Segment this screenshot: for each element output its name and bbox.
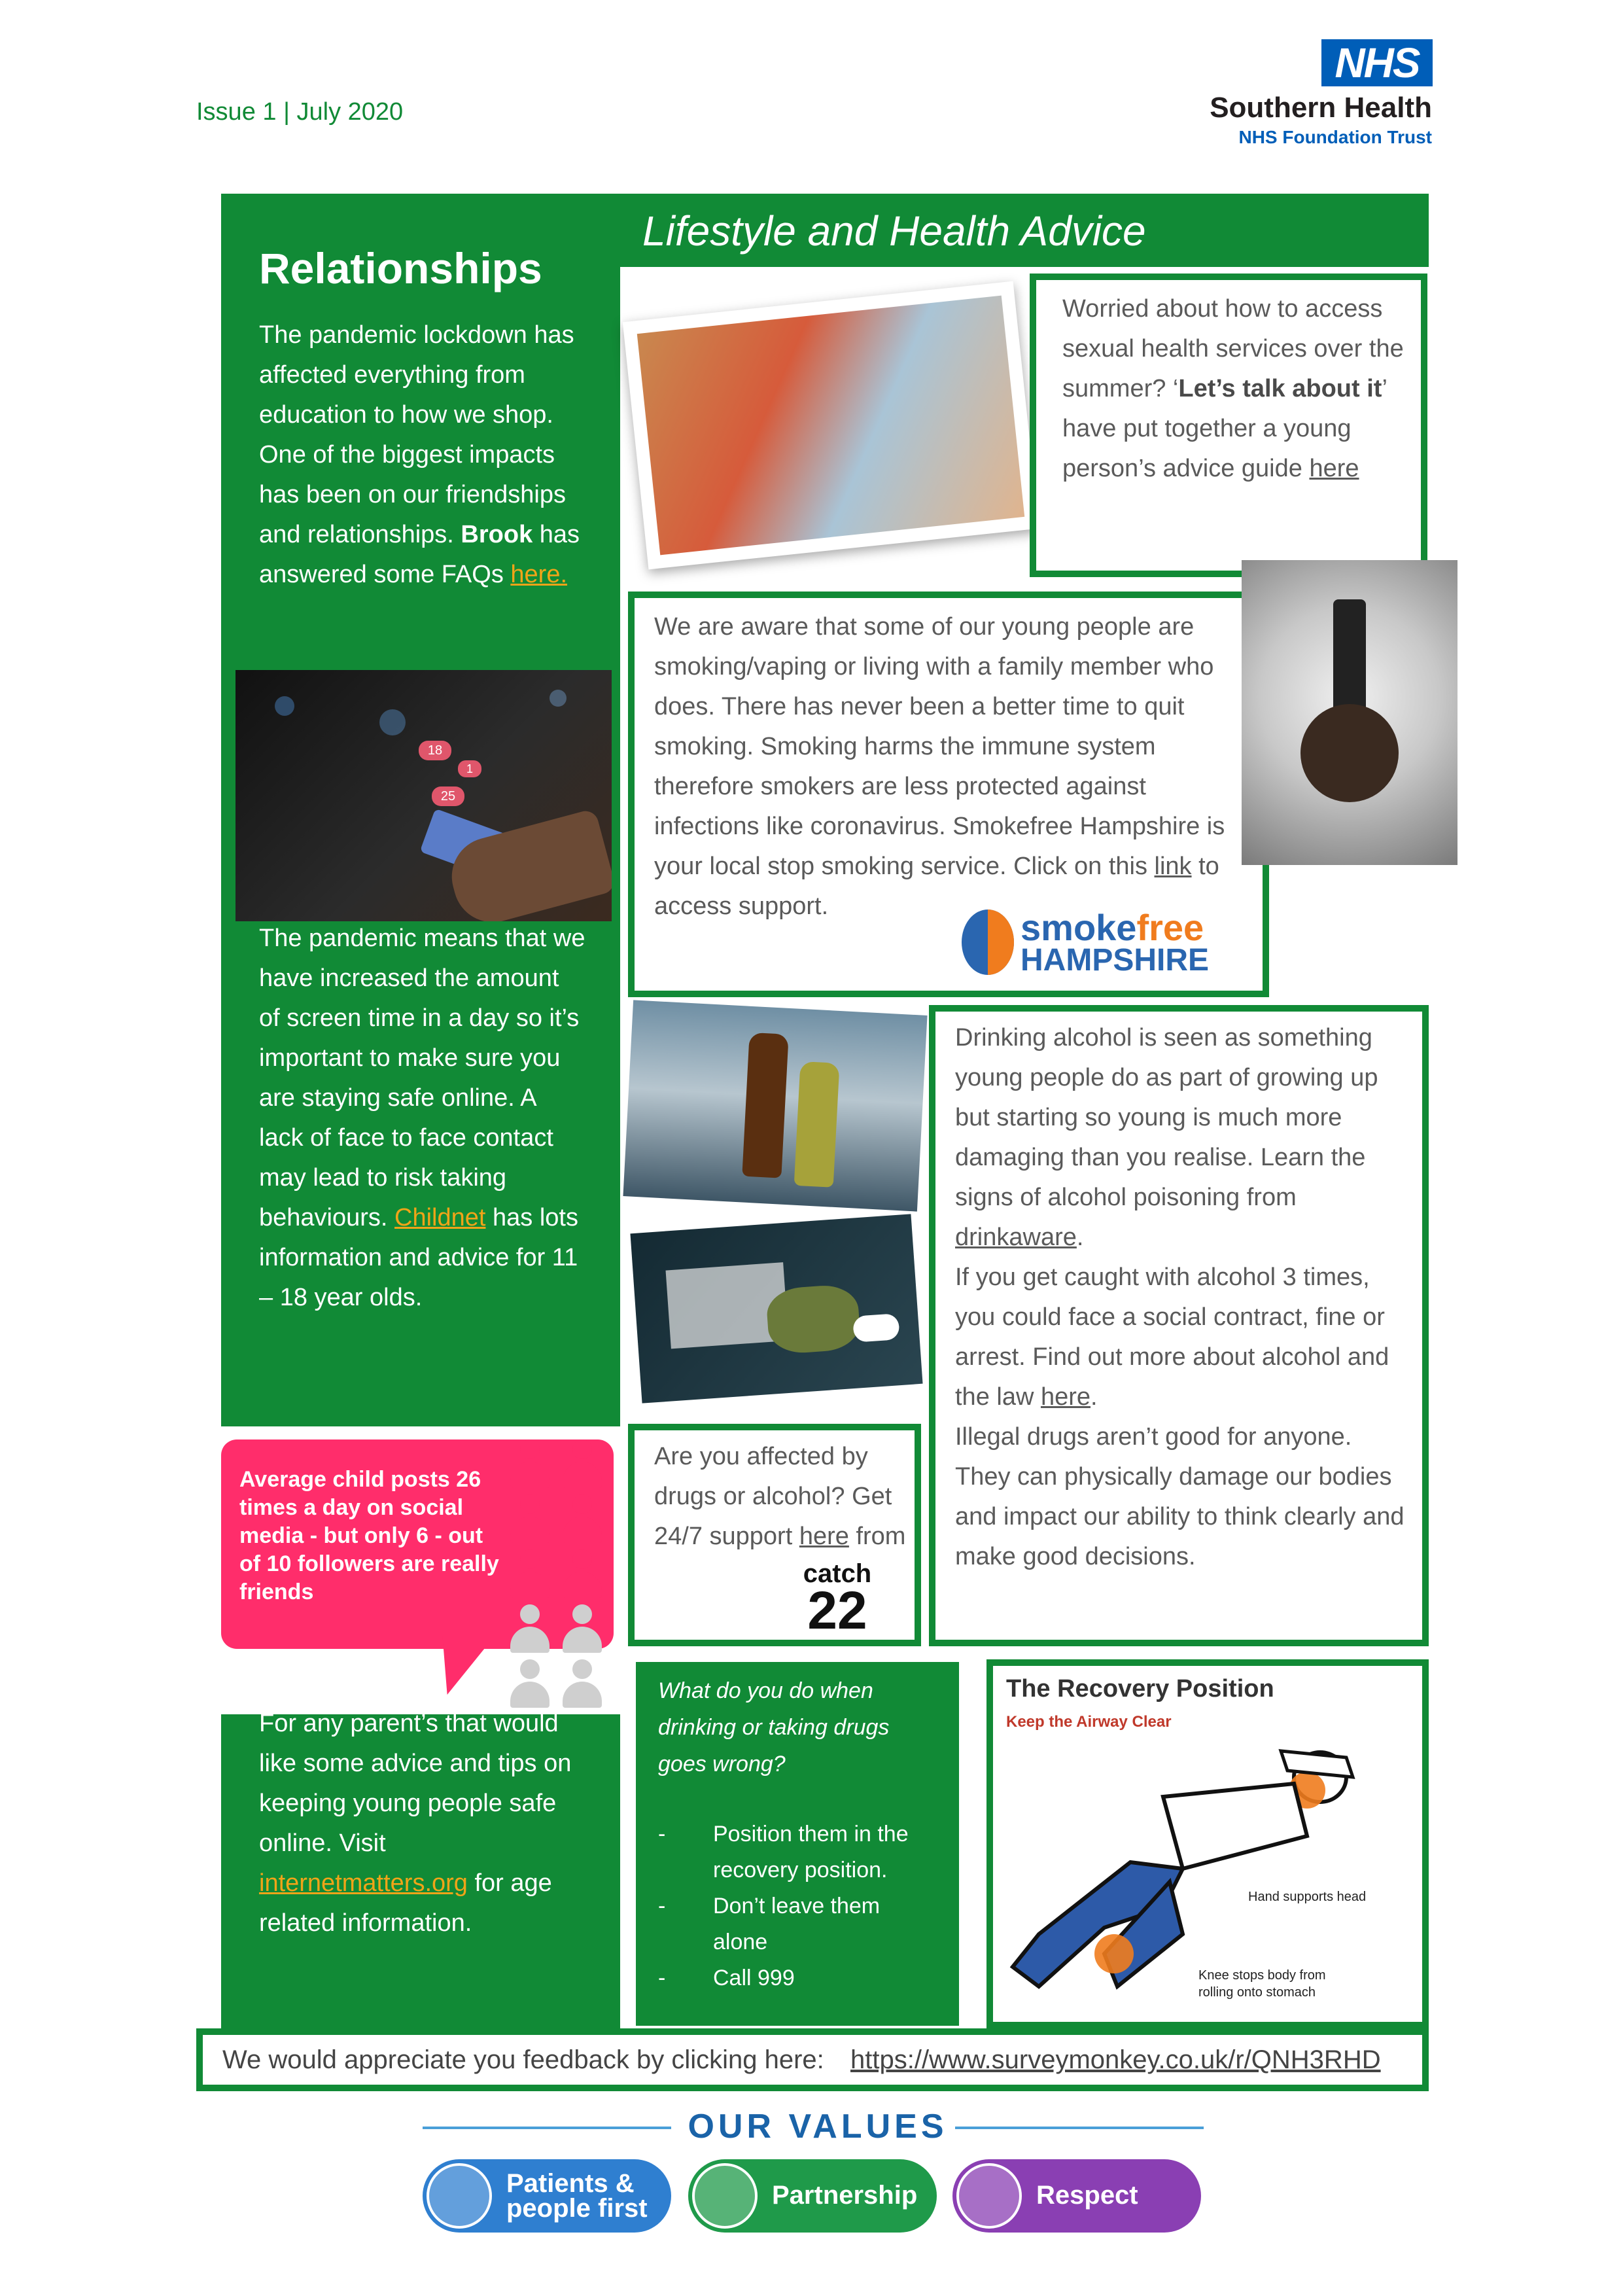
smoking-text [654, 607, 1243, 927]
survey-link[interactable]: https://www.surveymonkey.co.uk/r/QNH3RHD [850, 2045, 1381, 2074]
alcohol-law-body: If you get caught with alcohol 3 times, you could face a social contract, fine or arrest. Find out more about alcohol and the law [955, 1263, 1389, 1411]
catch22-logo-word: catch [803, 1559, 872, 1588]
recovery-position-box [986, 1659, 1429, 2028]
screen-time-body: The pandemic means that we have increased the amount of screen time in a day so it’s important to make sure you are staying safe online. A lack of face to face contact may lead to risk taking behaviours. [259, 925, 585, 1231]
alcohol-box [929, 1005, 1429, 1646]
drinkaware-link[interactable]: drinkaware [955, 1224, 1077, 1251]
smokefree-logo-smoke: smoke [1021, 907, 1137, 948]
smokefree-logo-free: free [1136, 907, 1204, 948]
notification-badge: 25 [432, 786, 464, 806]
recovery-subtitle: Keep the Airway Clear [1006, 1713, 1172, 1731]
smoking-link[interactable]: link [1154, 853, 1192, 880]
drugs-photo [630, 1214, 922, 1403]
emergency-list-text: Don’t leave them alone [713, 1894, 881, 1954]
value-label: Respect [1036, 2181, 1138, 2210]
beer-photo [623, 1000, 927, 1211]
pills [852, 1313, 900, 1343]
nhs-logo: NHS [1321, 39, 1433, 86]
lifestyle-heading-bar [620, 194, 1429, 267]
vape-photo [1242, 560, 1457, 865]
notification-badge: 1 [458, 760, 481, 777]
lifestyle-heading: Lifestyle and Health Advice [642, 207, 1146, 255]
phone-photo [236, 670, 612, 921]
stat-callout-text: Average child posts 26 times a day on social media - but only 6 - out of 10 followers are really friends [239, 1467, 499, 1604]
drugs-support-text [654, 1437, 909, 1557]
sexual-health-box [1030, 274, 1427, 577]
sexual-health-body-2: ’ have put together a young person’s advice guide [1062, 375, 1387, 482]
catch22-logo-number: 22 [807, 1581, 867, 1640]
emergency-list-item [658, 1816, 939, 1888]
cannabis [765, 1283, 862, 1355]
parents-text [259, 1704, 593, 1943]
drugs-support-body-2: from [856, 1523, 906, 1550]
emergency-question: What do you do when drinking or taking drugs goes wrong? [658, 1678, 890, 1776]
parents-body-2: for age related information. [259, 1869, 552, 1937]
emergency-list-text: Call 999 [713, 1966, 795, 1990]
value-patients-people-first [423, 2159, 671, 2233]
emergency-list [658, 1816, 939, 1996]
bullet-dash: - [658, 1894, 666, 1918]
intro-text: The pandemic lockdown has affected everything from education to how we shop. One of the biggest impacts has been on our friendships and relationships. [259, 321, 574, 548]
person-icon [510, 1494, 550, 1544]
screen-time-body-2: has lots information and advice for 11 – 18 year olds. [259, 1204, 578, 1311]
people-icon [427, 2163, 492, 2229]
handshake-icon [956, 2163, 1022, 2229]
person-icon [563, 1549, 602, 1599]
smokefree-logo-icon [962, 910, 1014, 975]
person-icon [563, 1604, 602, 1654]
bokeh-light [275, 696, 294, 716]
sexual-health-text [1062, 289, 1416, 489]
value-label: Patients & people first [506, 2169, 648, 2223]
feedback-text: We would appreciate you feedback by clicking here: [222, 2045, 824, 2074]
bokeh-light [550, 690, 567, 707]
alcohol-body: Drinking alcohol is seen as something young people do as part of growing up but starting so young is much more damaging than you realise. Learn the signs of alcohol poisoning from [955, 1024, 1378, 1211]
hand [1300, 704, 1399, 802]
sexual-health-link[interactable]: here [1309, 455, 1359, 482]
person-icon [563, 1659, 602, 1709]
brook-name: Brook [461, 521, 533, 548]
couple-photo-frame [623, 281, 1039, 570]
value-respect [952, 2159, 1201, 2233]
catch22-link[interactable]: here [799, 1523, 849, 1550]
puzzle-icon [692, 2163, 758, 2229]
values-divider-right [955, 2127, 1204, 2129]
bokeh-light [379, 709, 406, 735]
issue-date: Issue 1 | July 2020 [196, 98, 404, 126]
emergency-box [636, 1662, 959, 2026]
person-icon [510, 1439, 550, 1489]
drugs-body: Illegal drugs aren’t good for anyone. They can physically damage our bodies and impact our ability to think clearly and make good decisions. [955, 1423, 1405, 1570]
recovery-note-head: Hand supports head [1248, 1890, 1367, 1904]
recovery-title: The Recovery Position [1006, 1675, 1274, 1703]
org-name: Southern Health [1210, 92, 1432, 124]
value-label: Partnership [772, 2181, 918, 2210]
drugs-support-box [628, 1424, 921, 1646]
person-icon [510, 1549, 550, 1599]
emergency-list-item [658, 1960, 939, 1996]
catch22-logo [798, 1559, 877, 1640]
relationships-intro [259, 315, 586, 595]
person-icon [510, 1604, 550, 1654]
bottle [794, 1061, 840, 1188]
screen-time-text [259, 919, 586, 1318]
drugs-support-body: Are you affected by drugs or alcohol? Get 24/7 support [654, 1443, 892, 1550]
org-trust: NHS Foundation Trust [1238, 127, 1432, 147]
person-icon [563, 1494, 602, 1544]
smokefree-logo-hampshire: HAMPSHIRE [1021, 943, 1210, 978]
internetmatters-link[interactable]: internetmatters.org [259, 1869, 468, 1897]
smoking-body-2: to access support. [654, 853, 1219, 920]
alcohol-text: Drinking alcohol is seen as something young people do as part of growing up but starting so young is much more damaging than you realise. Learn the signs of alcohol poisoning from drinkaware. If you get caught with alcohol 3 times, you could face a social contract, fine or arrest. Find out more about alcohol and the law here. Illegal drugs aren’t good for anyone. They can physically damage our bodies and impact our ability to think clearly and make good decisions. [955, 1024, 1405, 1570]
bullet-dash: - [658, 1966, 666, 1990]
value-partnership [688, 2159, 937, 2233]
lets-talk-bold: Let’s talk about it [1178, 375, 1382, 402]
bottle [742, 1033, 788, 1178]
notification-badge: 18 [419, 741, 451, 760]
values-title: OUR VALUES [688, 2108, 948, 2146]
smoking-box [628, 592, 1269, 997]
alcohol-law-link[interactable]: here [1040, 1383, 1091, 1411]
brook-link[interactable]: here. [510, 561, 568, 588]
recovery-note-knee: Knee stops body from rolling onto stomach [1198, 1968, 1326, 2000]
couple-photo [637, 296, 1024, 556]
person-icon [563, 1439, 602, 1489]
emergency-list-item [658, 1888, 939, 1960]
smokefree-logo [1021, 907, 1204, 948]
parents-body: For any parent’s that would like some advice and tips on keeping young people safe online. Visit [259, 1710, 572, 1857]
bullet-dash: - [658, 1822, 666, 1846]
sexual-health-body: Worried about how to access sexual health services over the summer? ‘ [1062, 295, 1404, 402]
values-divider-left [423, 2127, 671, 2129]
smoking-body: We are aware that some of our young people are smoking/vaping or living with a family member who does. There has never been a better time to quit smoking. Smoking harms the immune system therefore smokers are less protected against infections like coronavirus. Smokefree Hampshire is your local stop smoking service. Click on this [654, 613, 1225, 880]
feedback-bar [196, 2028, 1429, 2091]
intro-text-2: has answered some FAQs [259, 521, 580, 588]
person-icon [510, 1659, 550, 1709]
relationships-title: Relationships [259, 244, 542, 292]
childnet-link[interactable]: Childnet [394, 1204, 486, 1231]
emergency-list-text: Position them in the recovery position. [713, 1822, 909, 1882]
people-icons [510, 1439, 621, 1714]
